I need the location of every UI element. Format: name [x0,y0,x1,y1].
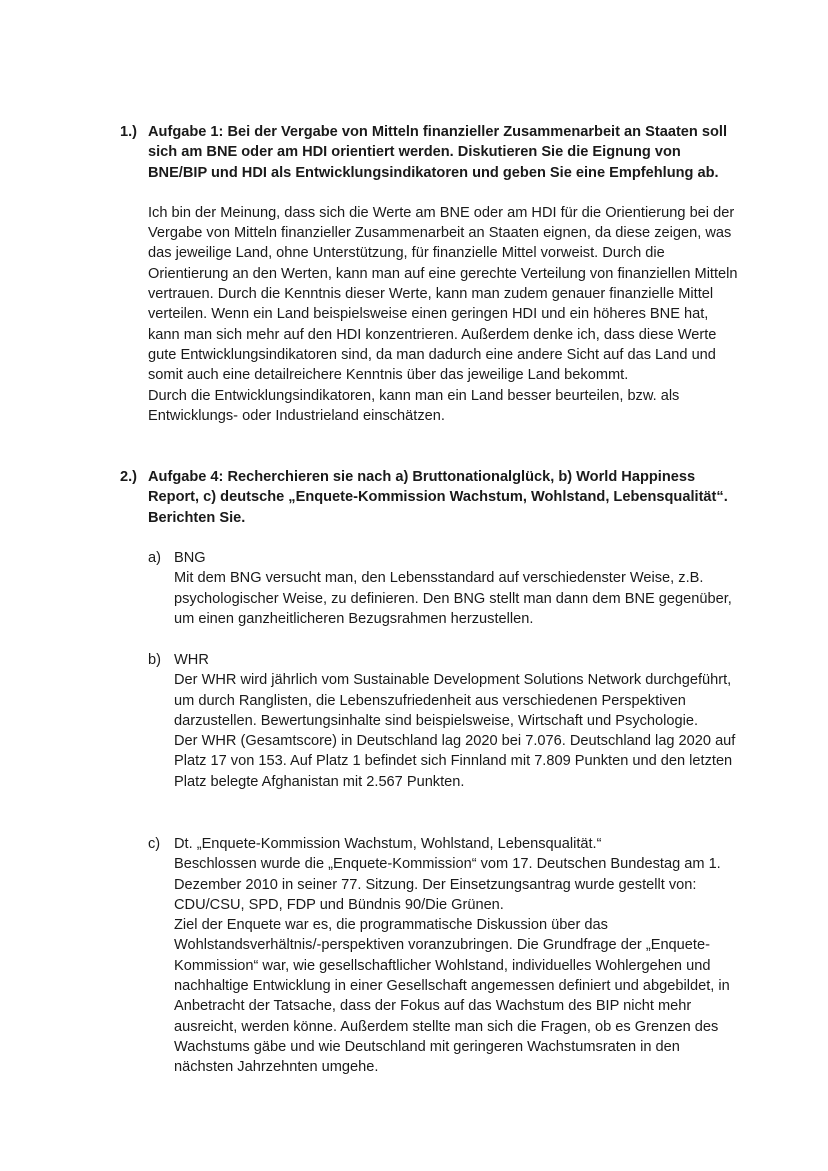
task-1-answer [148,203,740,426]
task-2-number: 2.) [120,469,138,485]
subsection-paragraph: Beschlossen wurde die „Enquete-Kommission“ vom 17. Deutschen Bundestag am 1. Dezember 2010 in seiner 77. Sitzung. Der Einsetzungsantrag wurde gestellt von: CDU/CSU, SPD, FDP und Bündnis 90/Die Grünen. [174,856,721,913]
subsection-paragraph: Mit dem BNG versucht man, den Lebensstandard auf verschiedenster Weise, z.B. psychologischer Weise, zu definieren. Den BNG stellt man dann dem BNE gegenüber, um einen ganzheitlicheren Bezugsrahmen herzustellen. [174,570,732,627]
subsection-a [148,548,740,629]
subsection-c [148,834,740,1078]
subsection-letter: b) [148,652,161,668]
task-2-subsection-b-wrap [120,650,740,792]
task-2-title: Aufgabe 4: Recherchieren sie nach a) Bruttonationalglück, b) World Happiness Report, c) deutsche „Enquete-Kommission Wachstum, Wohlstand, Lebensqualität“. Berichten Sie. [148,469,728,526]
task-1 [120,122,740,426]
subsection-paragraph: Ziel der Enquete war es, die programmatische Diskussion über das Wohlstandsverhältnis/-perspektiven voranzubringen. Die Grundfrage der „Enquete-Kommission“ war, wie gesellschaftlicher Wohlstand, individuelles Wohlergehen und nachhaltige Entwicklung in einer Gesellschaft angemessen definiert und abgebildet, in Anbetracht der Tatsache, dass der Fokus auf das Wachstum des BIP nicht mehr ausreicht, werden könne. Außerdem stellte man sich die Fragen, ob es Grenzen des Wachstums gäbe und wie Deutschland mit geringeren Wachstumsraten in den nächsten Jahrzehnten umgehe. [174,917,730,1076]
subsection-letter: c) [148,836,161,852]
task-1-title: Aufgabe 1: Bei der Vergabe von Mitteln finanzieller Zusammenarbeit an Staaten soll sich am BNE oder am HDI orientiert werden. Diskutieren Sie die Eignung von BNE/BIP und HDI als Entwicklungsindikatoren und geben Sie eine Empfehlung ab. [148,124,728,181]
subsection-heading: WHR [174,652,209,668]
task-1-answer-paragraph: Durch die Entwicklungsindikatoren, kann man ein Land besser beurteilen, bzw. als Entwicklungs- oder Industrieland einschätzen. [148,387,680,424]
subsection-heading: Dt. „Enquete-Kommission Wachstum, Wohlstand, Lebensqualität.“ [174,836,602,852]
subsection-b [148,650,740,792]
task-2-subsections [120,548,740,629]
subsection-paragraph: Der WHR wird jährlich vom Sustainable Development Solutions Network durchgeführt, um durch Ranglisten, die Lebenszufriedenheit aus verschiedenen Perspektiven darzustellen. Bewertungsinhalte sind beispielsweise, Wirtschaft und Psychologie. [174,672,732,729]
task-1-number: 1.) [120,124,138,140]
subsection-letter: a) [148,550,161,566]
task-2 [120,467,740,528]
task-1-answer-paragraph: Ich bin der Meinung, dass sich die Werte am BNE oder am HDI für die Orientierung bei der Vergabe von Mitteln finanzieller Zusammenarbeit an Staaten eignen, da diese zeigen, was das jeweilige Land, ohne Unterstützung, für finanzielle Mittel vorweist. Durch die Orientierung an den Werten, kann man auf eine gerechte Verteilung von finanziellen Mitteln vertrauen. Durch die Kenntnis dieser Werte, kann man zudem genauer finanzielle Mittel verteilen. Wenn ein Land beispielsweise einen geringen HDI und ein höheres BNE hat, kann man sich mehr auf den HDI konzentrieren. Außerdem denke ich, dass diese Werte gute Entwicklungsindikatoren sind, da man dadurch eine andere Sicht auf das Land und somit auch eine detailreichere Kenntnis über das jeweilige Land bekommt. [148,204,738,384]
task-2-subsection-c-wrap [120,834,740,1078]
subsection-paragraph: Der WHR (Gesamtscore) in Deutschland lag 2020 bei 7.076. Deutschland lag 2020 auf Platz 17 von 153. Auf Platz 1 befindet sich Finnland mit 7.809 Punkten und den letzten Platz belegte Afghanistan mit 2.567 Punkten. [174,733,736,790]
subsection-heading: BNG [174,550,206,566]
